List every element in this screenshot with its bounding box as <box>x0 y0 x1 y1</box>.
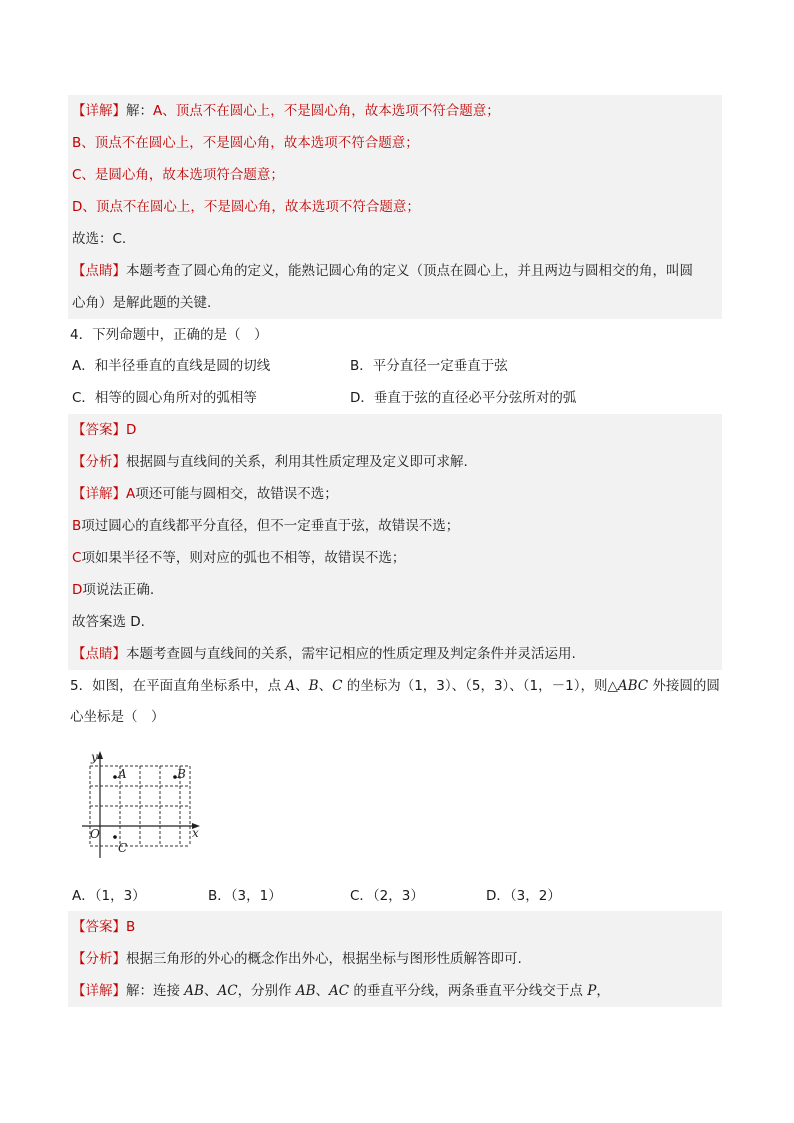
origin-label: O <box>90 827 100 841</box>
q4-analysis <box>68 446 722 478</box>
detail-b-prefix: B <box>72 518 82 534</box>
y-axis-label: y <box>91 750 98 764</box>
q4-detail-b <box>68 510 722 542</box>
answer-tag: 【答案】 <box>72 422 126 438</box>
comment-tag: 【点睛】 <box>72 646 126 662</box>
analysis-tag: 【分析】 <box>72 951 126 967</box>
comment-text: 本题考查圆与直线间的关系，需牢记相应的性质定理及判定条件并灵活运用. <box>126 646 576 662</box>
point-a-label: A <box>118 767 127 781</box>
stem-text: 外接圆的圆 <box>648 678 720 694</box>
detail-intro: 解： <box>126 103 153 119</box>
stem-point-b: B <box>308 678 319 694</box>
q4-stem: 4．下列命题中，正确的是（ ） <box>70 327 268 343</box>
q4-option-b: B．平分直径一定垂直于弦 <box>350 358 508 374</box>
point-a-dot <box>113 775 117 779</box>
q4-detail-a <box>68 478 722 510</box>
stem-point-c: C <box>332 678 343 694</box>
q4-options-row-2 <box>68 382 724 414</box>
q5-option-a: A．（1，3） <box>72 888 146 904</box>
detail-tag: 【详解】 <box>72 983 126 999</box>
q5-answer <box>68 911 722 943</box>
comment-text-1: 本题考查了圆心角的定义，能熟记圆心角的定义（顶点在圆心上，并且两边与圆相交的角，叫圆 <box>126 263 693 279</box>
q4-comment <box>68 638 722 670</box>
stem-text: 的坐标为（1，3）、（5，3）、（1，－1），则△ <box>342 678 618 694</box>
answer-value: B <box>126 919 136 935</box>
q4-option-c: C．相等的圆心角所对的弧相等 <box>72 390 257 406</box>
q5-stem-line-1 <box>68 670 724 702</box>
segment-ac: AC <box>217 983 238 999</box>
detail-b-text: 项过圆心的直线都平分直径，但不一定垂直于弦，故错误不选； <box>81 518 460 534</box>
segment-ab: AB <box>295 983 316 999</box>
point-p: P <box>587 983 597 999</box>
segment-ab: AB <box>184 983 204 999</box>
analysis-text: 根据圆与直线间的关系，利用其性质定理及定义即可求解. <box>126 454 468 470</box>
segment-ac: AC <box>329 983 350 999</box>
stem-sep: 、 <box>295 678 309 694</box>
y-axis-arrow-icon <box>97 751 103 759</box>
q4-detail-c <box>68 542 722 574</box>
q3-line-c: C、是圆心角，故本选项符合题意； <box>68 159 722 191</box>
q3-comment-line-1 <box>68 255 722 287</box>
detail-text: 解：连接 <box>126 983 185 999</box>
q3-line-d: D、顶点不在圆心上，不是圆心角，故本选项不符合题意； <box>68 191 722 223</box>
detail-d-text: 项说法正确. <box>82 582 155 598</box>
stem-point-a: A <box>285 678 296 694</box>
analysis-text: 根据三角形的外心的概念作出外心，根据坐标与图形性质解答即可. <box>126 951 522 967</box>
detail-text: 的垂直平分线，两条垂直平分线交于点 <box>349 983 588 999</box>
q5-option-d: D．（3，2） <box>486 888 561 904</box>
detail-text: ， <box>596 983 610 999</box>
detail-c-text: 项如果半径不等，则对应的弧也不相等，故错误不选； <box>81 550 406 566</box>
analysis-tag: 【分析】 <box>72 454 126 470</box>
detail-d-prefix: D <box>72 582 83 598</box>
q4-detail-d <box>68 574 722 606</box>
q5-option-b: B．（3，1） <box>208 888 282 904</box>
coordinate-grid-figure <box>78 744 208 864</box>
q5-options-row <box>68 880 724 912</box>
detail-a: A、顶点不在圆心上，不是圆心角，故本选项不符合题意； <box>153 103 500 119</box>
q4-answer <box>68 414 722 446</box>
detail-tag: 【详解】 <box>72 486 126 502</box>
q3-comment-line-2: 心角）是解此题的关键. <box>68 287 722 319</box>
q5-stem-line-2: 心坐标是（ ） <box>70 709 165 725</box>
q4-option-d: D．垂直于弦的直径必平分弦所对的弧 <box>350 390 577 406</box>
answer-value: D <box>126 422 137 438</box>
q3-choice: 故选：C. <box>68 223 722 255</box>
q5-option-c: C．（2，3） <box>350 888 424 904</box>
stem-triangle: ABC <box>617 678 649 694</box>
detail-c-prefix: C <box>72 550 82 566</box>
detail-tag: 【详解】 <box>72 103 126 119</box>
point-b-label: B <box>177 767 186 781</box>
stem-text: 5．如图，在平面直角坐标系中，点 <box>70 678 286 694</box>
answer-tag: 【答案】 <box>72 919 126 935</box>
stem-sep: 、 <box>318 678 333 694</box>
q4-choice: 故答案选 D. <box>68 606 722 638</box>
q3-detail-line <box>68 95 722 127</box>
q3-line-b: B、顶点不在圆心上，不是圆心角，故本选项不符合题意； <box>68 127 722 159</box>
detail-a-prefix: A <box>126 486 136 502</box>
point-c-dot <box>113 835 117 839</box>
x-axis-label: x <box>192 826 199 840</box>
detail-a-text: 项还可能与圆相交，故错误不选； <box>135 486 338 502</box>
comment-tag: 【点睛】 <box>72 263 126 279</box>
q5-detail <box>68 975 722 1007</box>
q4-option-a: A．和半径垂直的直线是圆的切线 <box>72 358 271 374</box>
point-c-label: C <box>118 841 128 855</box>
q4-options-row-1 <box>68 350 724 382</box>
detail-text: 、 <box>203 983 218 999</box>
q5-analysis <box>68 943 722 975</box>
detail-text: 、 <box>315 983 330 999</box>
detail-text: ，分别作 <box>237 983 296 999</box>
